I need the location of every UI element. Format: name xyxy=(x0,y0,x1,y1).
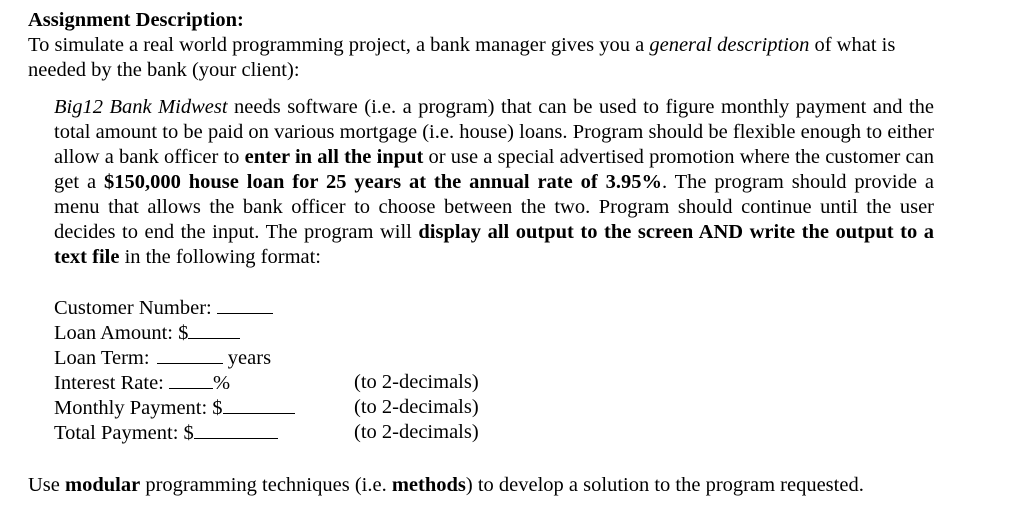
footer-bold-methods: methods xyxy=(391,474,466,496)
intro-emphasis: general description xyxy=(649,34,810,56)
loan-amount-blank xyxy=(188,320,240,339)
footer-text-3: ) to develop a solution to the program requested. xyxy=(465,474,864,496)
monthly-payment-blank xyxy=(223,395,295,414)
customer-number-blank xyxy=(217,295,273,314)
interest-rate-row xyxy=(54,370,230,395)
total-payment-note: (to 2-decimals) xyxy=(354,421,479,443)
request-bold-input: enter in all the input xyxy=(244,146,424,168)
monthly-payment-note: (to 2-decimals) xyxy=(354,396,479,418)
assignment-document xyxy=(28,8,988,445)
request-text-3: . The program should provide a menu that allows the bank officer to choose between the two. Program should continue until the user decides to end the input. The program will xyxy=(54,171,934,243)
footer-text-1: Use xyxy=(28,474,66,496)
intro-paragraph xyxy=(28,33,958,83)
assignment-heading: Assignment Description: xyxy=(28,9,244,31)
request-text-4: in the following format: xyxy=(119,246,321,268)
loan-term-blank xyxy=(157,345,223,364)
request-bold-promotion: $150,000 house loan for 25 years at the annual rate of 3.95% xyxy=(103,171,662,193)
total-payment-label: Total Payment: $ xyxy=(54,422,194,444)
loan-amount-row xyxy=(54,320,240,345)
customer-number-row xyxy=(54,295,273,320)
intro-text-1: To simulate a real world programming project, a bank manager gives you a xyxy=(28,34,650,56)
interest-rate-percent: % xyxy=(212,372,231,394)
footer-bold-modular: modular xyxy=(65,474,141,496)
client-request-paragraph xyxy=(54,95,934,270)
monthly-payment-row xyxy=(54,395,295,420)
interest-rate-blank xyxy=(169,370,213,389)
request-text-1: needs software (i.e. a program) that can be used to figure monthly payment and the total amount to be paid on various mortgage (i.e. house) loans. Program should be flexible enough to either allow a bank officer to xyxy=(54,96,934,168)
footer-text-2: programming techniques (i.e. xyxy=(140,474,392,496)
interest-rate-label: Interest Rate: xyxy=(54,372,164,394)
output-format-template xyxy=(54,295,954,445)
bank-name: Big12 Bank Midwest xyxy=(54,96,228,118)
loan-term-label: Loan Term: xyxy=(54,347,150,369)
loan-amount-label: Loan Amount: $ xyxy=(54,322,189,344)
request-bold-output: display all output to the screen AND write the output to a text file xyxy=(54,221,934,268)
customer-number-label: Customer Number: xyxy=(54,297,212,319)
loan-term-years: years xyxy=(227,347,272,369)
loan-term-row xyxy=(54,345,271,370)
intro-text-2: of what is needed by the bank (your client): xyxy=(28,34,896,81)
total-payment-row xyxy=(54,420,278,445)
interest-rate-note: (to 2-decimals) xyxy=(354,371,479,393)
request-text-2: or use a special advertised promotion where the customer can get a xyxy=(54,146,934,193)
modular-instruction-paragraph xyxy=(28,474,864,497)
monthly-payment-label: Monthly Payment: $ xyxy=(54,397,223,419)
total-payment-blank xyxy=(194,420,278,439)
